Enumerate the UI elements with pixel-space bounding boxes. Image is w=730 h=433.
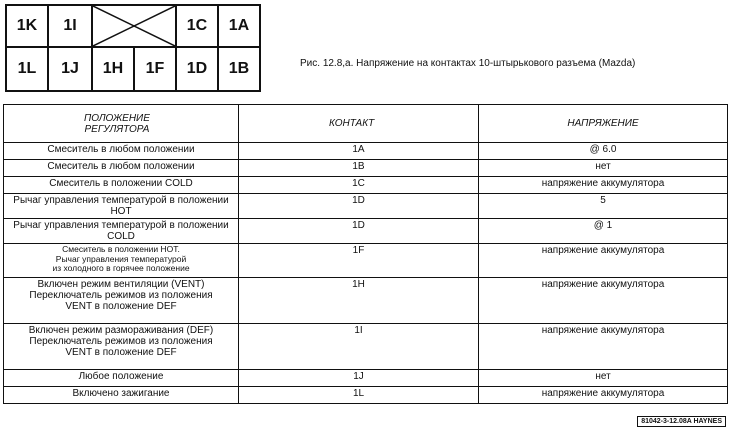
cell-position: Рычаг управления температурой в положении HOT bbox=[4, 194, 239, 219]
cell-position: Любое положение bbox=[4, 370, 239, 387]
pin-1A: 1A bbox=[217, 4, 261, 48]
header-voltage: НАПРЯЖЕНИЕ bbox=[479, 105, 728, 143]
cell-contact: 1L bbox=[239, 387, 479, 404]
header-contact: КОНТАКТ bbox=[239, 105, 479, 143]
crossed-out-cell bbox=[91, 4, 177, 48]
pin-1D: 1D bbox=[175, 46, 219, 92]
pin-1B: 1B bbox=[217, 46, 261, 92]
cell-voltage: напряжение аккумулятора bbox=[479, 387, 728, 404]
cell-position: Смеситель в положении COLD bbox=[4, 177, 239, 194]
header-position-label: ПОЛОЖЕНИЕ РЕГУЛЯТОРА bbox=[84, 112, 150, 135]
cell-contact: 1J bbox=[239, 370, 479, 387]
cell-contact: 1C bbox=[239, 177, 479, 194]
cell-contact: 1H bbox=[239, 278, 479, 324]
table-row bbox=[4, 370, 728, 387]
cell-voltage: напряжение аккумулятора bbox=[479, 324, 728, 370]
cell-position: Рычаг управления температурой в положении COLD bbox=[4, 219, 239, 244]
cell-position: Включено зажигание bbox=[4, 387, 239, 404]
table-row bbox=[4, 387, 728, 404]
table-row bbox=[4, 143, 728, 160]
cell-contact: 1F bbox=[239, 244, 479, 278]
cell-contact: 1D bbox=[239, 219, 479, 244]
cell-contact: 1B bbox=[239, 160, 479, 177]
figure-caption: Рис. 12.8,а. Напряжение на контактах 10-штырькового разъема (Mazda) bbox=[300, 58, 636, 69]
table-header-row bbox=[4, 105, 728, 143]
cell-voltage: @ 6.0 bbox=[479, 143, 728, 160]
reference-code: 81042-3-12.08A HAYNES bbox=[637, 416, 726, 427]
cell-voltage: 5 bbox=[479, 194, 728, 219]
header-position bbox=[4, 105, 239, 143]
cell-voltage: напряжение аккумулятора bbox=[479, 278, 728, 324]
cell-position: Смеситель в любом положении bbox=[4, 143, 239, 160]
table-row bbox=[4, 278, 728, 324]
pin-1H: 1H bbox=[91, 46, 135, 92]
pin-1I: 1I bbox=[47, 4, 93, 48]
pin-1K: 1K bbox=[5, 4, 49, 48]
cell-position: Смеситель в положении HOT. Рычаг управления температурой из холодного в горячее положение bbox=[4, 244, 239, 278]
pin-1J: 1J bbox=[47, 46, 93, 92]
cell-voltage: нет bbox=[479, 370, 728, 387]
table-row bbox=[4, 160, 728, 177]
table-row bbox=[4, 177, 728, 194]
cell-voltage: напряжение аккумулятора bbox=[479, 177, 728, 194]
table-row bbox=[4, 194, 728, 219]
table-row bbox=[4, 219, 728, 244]
table-row bbox=[4, 324, 728, 370]
pin-1L: 1L bbox=[5, 46, 49, 92]
pin-1F: 1F bbox=[133, 46, 177, 92]
table-row bbox=[4, 244, 728, 278]
cell-voltage: нет bbox=[479, 160, 728, 177]
voltage-table bbox=[3, 104, 728, 404]
cell-position: Включен режим вентиляции (VENT) Переключатель режимов из положения VENT в положение DEF bbox=[4, 278, 239, 324]
cross-icon bbox=[93, 6, 175, 46]
cell-position: Смеситель в любом положении bbox=[4, 160, 239, 177]
cell-position: Включен режим размораживания (DEF) Переключатель режимов из положения VENT в положение DEF bbox=[4, 324, 239, 370]
cell-contact: 1D bbox=[239, 194, 479, 219]
cell-voltage: напряжение аккумулятора bbox=[479, 244, 728, 278]
connector-diagram bbox=[5, 4, 261, 92]
cell-voltage: @ 1 bbox=[479, 219, 728, 244]
cell-contact: 1I bbox=[239, 324, 479, 370]
pin-1C: 1C bbox=[175, 4, 219, 48]
cell-contact: 1A bbox=[239, 143, 479, 160]
